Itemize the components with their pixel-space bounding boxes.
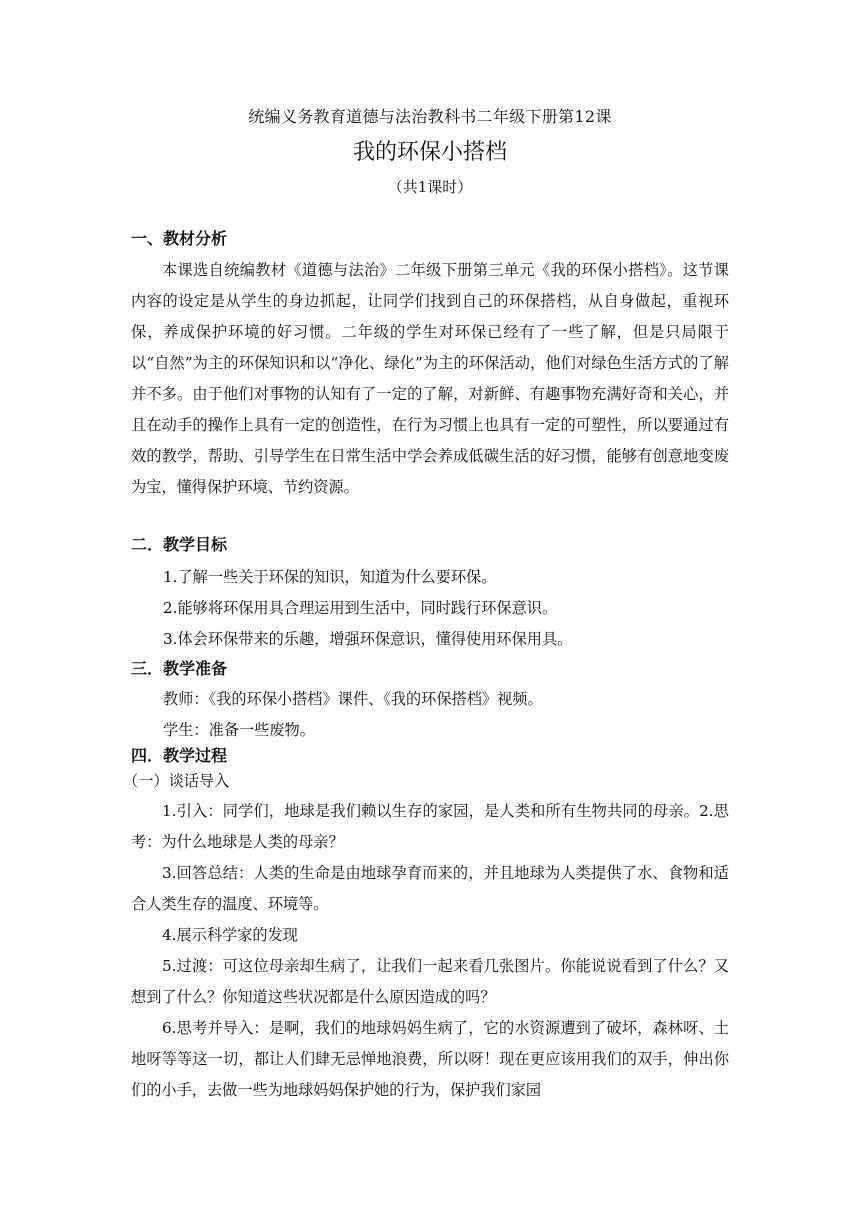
- section-heading-teaching-goals: 二．教学目标: [131, 535, 228, 554]
- process-paragraph: 6.思考并导入：是啊，我们的地球妈妈生病了，它的水资源遭到了破坏，森林呀、土地呀等等这一切，都让人们肆无忌惮地浪费，所以呀！现在更应该用我们的双手，伸出你们的小手，去做一些为地球妈妈保护她的行为，保护我们家园: [131, 1019, 729, 1099]
- student-preparation: 学生：准备一些废物。: [163, 721, 315, 739]
- process-paragraph: 1.引入：同学们，地球是我们赖以生存的家园，是人类和所有生物共同的母亲。2.思考：为什么地球是人类的母亲？: [131, 802, 729, 851]
- textbook-subtitle: 统编义务教育道德与法治教科书二年级下册第12课: [248, 107, 612, 126]
- process-paragraph: 5.过渡：可这位母亲却生病了，让我们一起来看几张图片。你能说说看到了什么？又想到了什么？你知道这些状况都是什么原因造成的吗？: [131, 957, 729, 1006]
- section-heading-teaching-process: 四．教学过程: [131, 746, 228, 765]
- material-analysis-paragraph: 本课选自统编教材《道德与法治》二年级下册第三单元《我的环保小搭档》。这节课内容的设定是从学生的身边抓起，让同学们找到自己的环保搭档，从自身做起，重视环保，养成保护环境的好习惯。二年级的学生对环保已经有了一些了解，但是只局限于以“自然”为主的环保知识和以“净化、绿化”为主的环保活动，他们对绿色生活方式的了解并不多。由于他们对事物的认知有了一定的了解，对新鲜、有趣事物充满好奇和关心，并且在动手的操作上具有一定的创造性，在行为习惯上也具有一定的可塑性，所以要通过有效的教学，帮助、引导学生在日常生活中学会养成低碳生活的好习惯，能够有创意地变废为宝，懂得保护环境、节约资源。: [131, 261, 729, 496]
- process-paragraph: 4.展示科学家的发现: [162, 926, 298, 944]
- lesson-title: 我的环保小搭档: [352, 140, 507, 165]
- subsection-heading-introduction: （一）谈话导入: [123, 772, 230, 790]
- section-heading-material-analysis: 一、教材分析: [131, 229, 228, 248]
- process-paragraph: 3.回答总结：人类的生命是由地球孕育而来的，并且地球为人类提供了水、食物和适合人类生存的温度、环境等。: [131, 864, 729, 913]
- class-period: （共1课时）: [387, 178, 473, 196]
- teacher-preparation: 教师：《我的环保小搭档》课件、《我的环保搭档》视频。: [163, 690, 543, 708]
- goal-item: 2.能够将环保用具合理运用到生活中，同时践行环保意识。: [163, 599, 558, 617]
- goal-item: 3.体会环保带来的乐趣，增强环保意识，懂得使用环保用具。: [163, 630, 573, 648]
- goal-item: 1.了解一些关于环保的知识，知道为什么要环保。: [163, 568, 497, 586]
- section-heading-teaching-preparation: 三．教学准备: [131, 659, 228, 678]
